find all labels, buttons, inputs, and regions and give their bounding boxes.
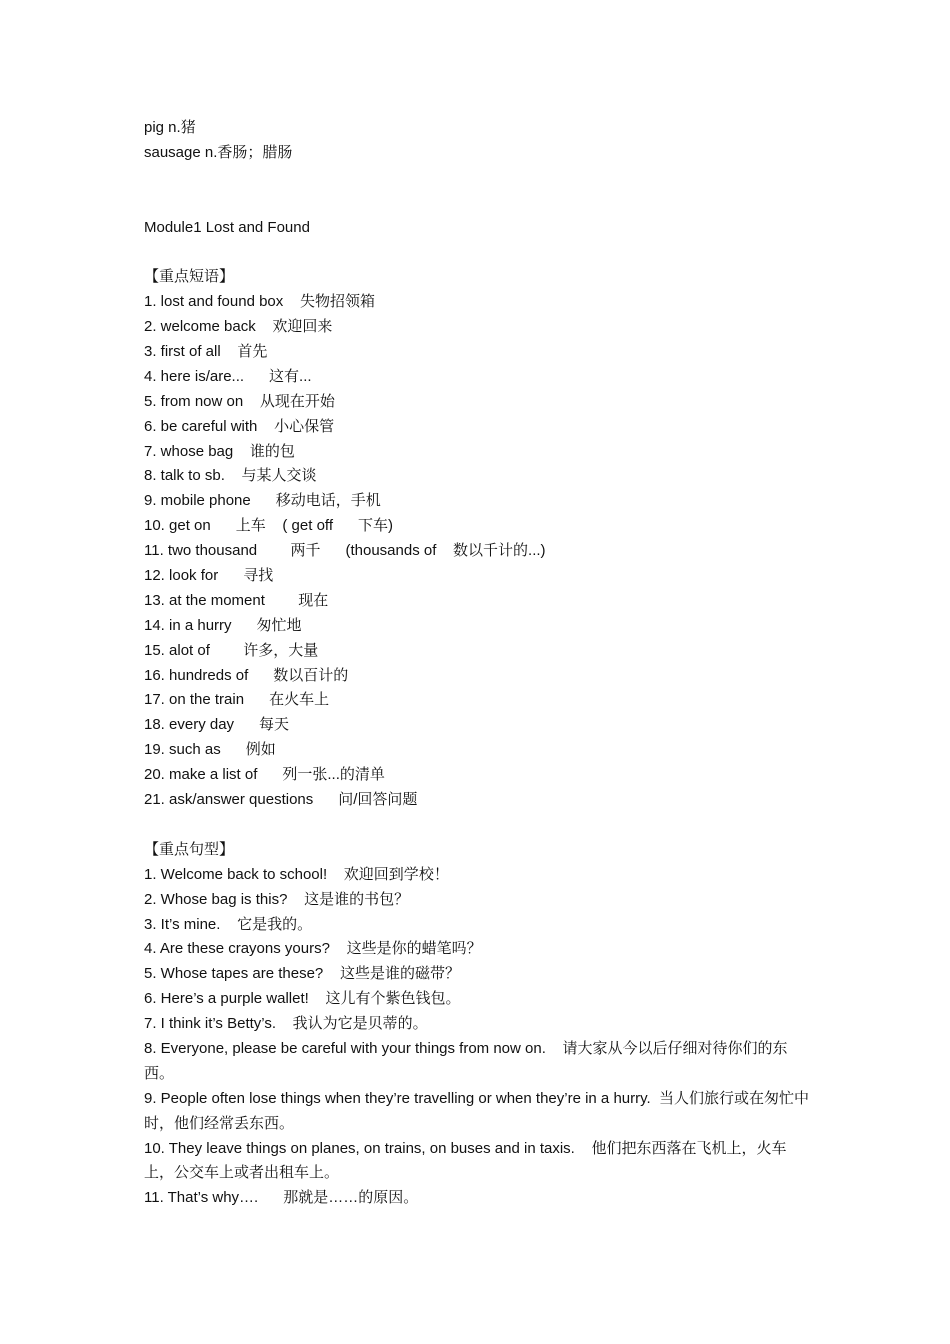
sentence-item: 3. It’s mine. 它是我的。 <box>144 915 313 933</box>
sentence-item: 10. They leave things on planes, on trains, on buses and in taxis. 他们把东西落在飞机上，火车上，公交车上或者出租车上。 <box>144 1139 787 1182</box>
phrase-list <box>144 290 814 813</box>
module-title: Module1 Lost and Found <box>144 218 310 236</box>
phrase-item: 21. ask/answer questions 问/回答问题 <box>144 791 418 809</box>
phrase-item: 6. be careful with 小心保管 <box>144 417 335 435</box>
phrase-item: 20. make a list of 列一张...的清单 <box>144 766 385 784</box>
sentence-item: 8. Everyone, please be careful with your things from now on. 请大家从今以后仔细对待你们的东西。 <box>144 1039 788 1082</box>
phrase-item: 1. lost and found box 失物招领箱 <box>144 293 375 311</box>
phrase-item: 8. talk to sb. 与某人交谈 <box>144 467 317 485</box>
phrase-item: 9. mobile phone 移动电话，手机 <box>144 492 381 510</box>
phrase-item: 4. here is/are... 这有... <box>144 367 312 385</box>
vocab-line: pig n.猪 <box>144 119 196 136</box>
sentence-item: 2. Whose bag is this? 这是谁的书包？ <box>144 890 410 908</box>
sentence-item: 1. Welcome back to school! 欢迎回到学校！ <box>144 865 449 883</box>
phrase-item: 17. on the train 在火车上 <box>144 691 330 709</box>
vocab-line: sausage n.香肠；腊肠 <box>144 143 293 161</box>
sentence-list <box>144 863 814 1212</box>
sentence-item: 6. Here’s a purple wallet! 这儿有个紫色钱包。 <box>144 990 461 1008</box>
sentence-item: 7. I think it’s Betty’s. 我认为它是贝蒂的。 <box>144 1015 428 1033</box>
phrase-item: 2. welcome back 欢迎回来 <box>144 318 333 336</box>
phrase-item: 13. at the moment 现在 <box>144 591 329 609</box>
phrase-item: 12. look for 寻找 <box>144 567 274 585</box>
phrase-item: 16. hundreds of 数以百计的 <box>144 666 349 684</box>
phrase-item: 10. get on 上车 ( get off 下车) <box>144 517 393 535</box>
phrases-heading: 【重点短语】 <box>144 268 235 286</box>
spacer <box>144 240 814 265</box>
phrase-item: 18. every day 每天 <box>144 716 290 734</box>
phrase-item: 5. from now on 从现在开始 <box>144 392 335 410</box>
sentence-item: 11. That’s why…. 那就是……的原因。 <box>144 1189 419 1207</box>
spacer <box>144 191 814 216</box>
phrase-item: 14. in a hurry 匆忙地 <box>144 616 302 634</box>
sentence-item: 5. Whose tapes are these? 这些是谁的磁带？ <box>144 965 460 983</box>
spacer <box>144 166 814 191</box>
phrase-item: 19. such as 例如 <box>144 741 276 759</box>
sentences-heading: 【重点句型】 <box>144 840 235 858</box>
phrase-item: 7. whose bag 谁的包 <box>144 442 295 460</box>
sentence-item: 9. People often lose things when they’re travelling or when they’re in a hurry. 当人们旅行或在匆忙中时，他们经常丢东西。 <box>144 1089 810 1132</box>
phrase-item: 3. first of all 首先 <box>144 343 268 361</box>
document-page <box>144 116 814 1211</box>
phrase-item: 11. two thousand 两千 (thousands of 数以千计的...) <box>144 542 546 560</box>
sentence-item: 4. Are these crayons yours? 这些是你的蜡笔吗？ <box>144 940 482 958</box>
spacer <box>144 813 814 838</box>
phrase-item: 15. alot of 许多，大量 <box>144 641 319 659</box>
